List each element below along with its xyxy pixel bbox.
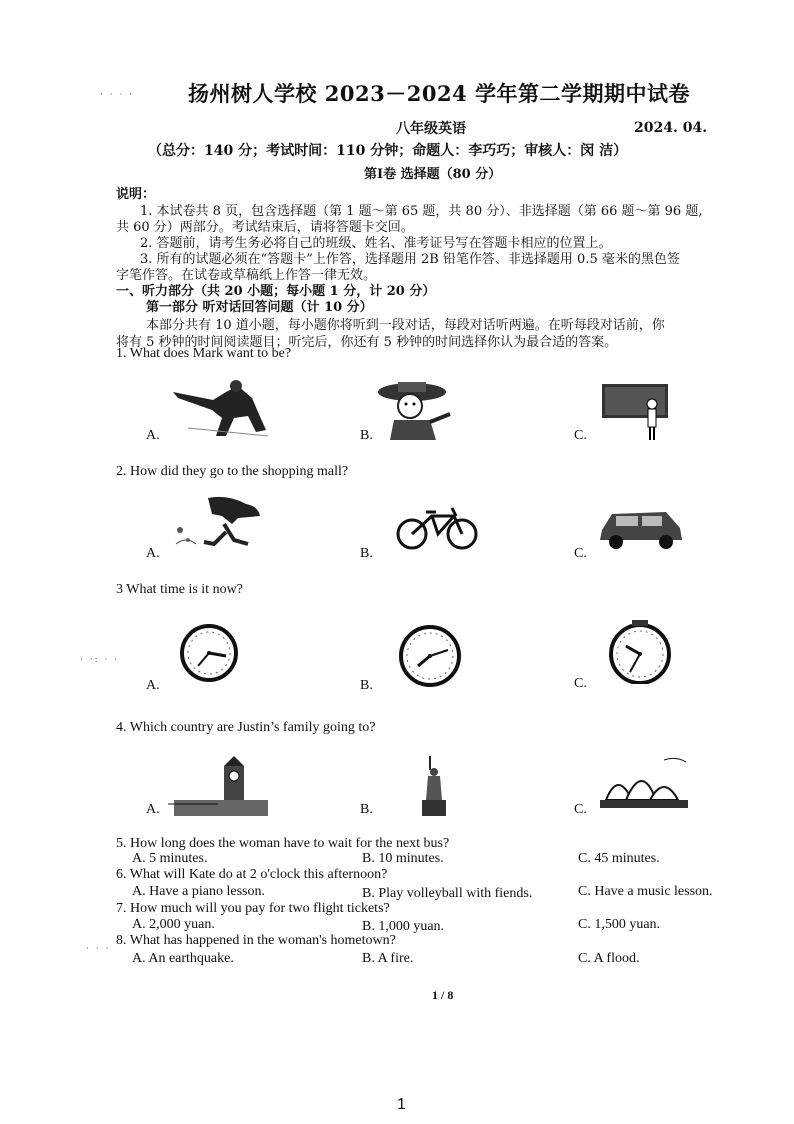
question-5: 5. How long does the woman have to wait for the next bus? xyxy=(116,836,450,851)
question-3: 3 What time is it now? xyxy=(116,582,243,597)
instructions-heading: 说明： xyxy=(116,187,156,202)
q5-option-a: A. 5 minutes. xyxy=(132,851,208,866)
q1-option-c: C. xyxy=(574,428,587,443)
q7-option-b: B. 1,000 yuan. xyxy=(362,919,445,934)
exam-title: 扬州树人学校 2023－2024 学年第二学期期中试卷 xyxy=(188,81,691,106)
instruction-3a: 3. 所有的试题必须在“答题卡”上作答，选择题用 2B 铅笔作答、非选择题用 0.5 毫米的黑色签 xyxy=(140,252,680,267)
q1-option-b: B. xyxy=(360,428,373,443)
q2-option-c: C. xyxy=(574,546,587,561)
q6-option-a: A. Have a piano lesson. xyxy=(132,884,265,899)
statue-of-liberty-icon xyxy=(410,752,460,818)
big-ben-icon xyxy=(168,756,268,818)
q2-option-b: B. xyxy=(360,546,373,561)
exam-info: （总分：140 分；考试时间：110 分钟；命题人：李巧巧；审核人：闵 洁） xyxy=(148,143,628,159)
clock-c-icon xyxy=(600,618,680,684)
subject-label: 八年级英语 xyxy=(396,121,466,137)
q3-option-c: C. xyxy=(574,676,587,691)
exam-date: 2024. 04. xyxy=(634,120,708,136)
q4-option-b: B. xyxy=(360,802,373,817)
q8-option-c: C. A flood. xyxy=(578,951,640,966)
teacher-blackboard-icon xyxy=(600,382,680,442)
q6-option-b: B. Play volleyball with fiends. xyxy=(362,886,533,901)
question-7: 7. How much will you pay for two flight tickets? xyxy=(116,901,390,916)
clock-b-icon xyxy=(390,624,470,688)
q2-option-a: A. xyxy=(146,546,160,561)
question-6: 6. What will Kate do at 2 o'clock this afternoon? xyxy=(116,867,388,882)
q5-option-b: B. 10 minutes. xyxy=(362,851,444,866)
part1-desc-1: 本部分共有 10 道小题，每小题你将听到一段对话，每段对话听两遍。在听每段对话前，你 xyxy=(146,318,665,333)
instruction-1b: 共 60 分）两部分。考试结束后，请将答题卡交回。 xyxy=(116,220,414,235)
q6-option-c: C. Have a music lesson. xyxy=(578,884,713,899)
car-icon xyxy=(596,502,686,552)
q7-option-a: A. 2,000 yuan. xyxy=(132,917,215,932)
q8-option-b: B. A fire. xyxy=(362,951,414,966)
police-officer-icon xyxy=(376,378,454,444)
opera-house-icon xyxy=(596,756,692,814)
footer-page-number: 1 xyxy=(397,1096,406,1113)
q1-option-a: A. xyxy=(146,428,160,443)
scan-noise: · · · · xyxy=(100,90,135,100)
question-1: 1. What does Mark want to be? xyxy=(116,346,292,361)
question-8: 8. What has happened in the woman's hometown? xyxy=(116,933,396,948)
clock-a-icon xyxy=(174,620,244,682)
instruction-1a: 1. 本试卷共 8 页，包含选择题（第 1 题～第 65 题，共 80 分）、非选择题（第 66 题～第 96 题, xyxy=(140,204,703,219)
q5-option-c: C. 45 minutes. xyxy=(578,851,660,866)
scan-noise: · ·: · · xyxy=(80,655,120,665)
part1-desc-2: 将有 5 秒钟的时间阅读题目；听完后，你还有 5 秒钟的时间选择你认为最合适的答案。 xyxy=(116,335,618,350)
question-4: 4. Which country are Justin’s family going to? xyxy=(116,720,376,735)
walking-icon xyxy=(168,494,268,554)
scan-noise: · · · xyxy=(86,944,111,954)
section-title: 第Ⅰ卷 选择题（80 分） xyxy=(364,167,502,182)
q4-option-c: C. xyxy=(574,802,587,817)
part1-heading: 一、听力部分（共 20 小题；每小题 1 分，计 20 分） xyxy=(116,284,436,299)
instruction-2: 2. 答题前，请考生务必将自己的班级、姓名、准考证号写在答题卡相应的位置上。 xyxy=(140,236,612,251)
question-2: 2. How did they go to the shopping mall? xyxy=(116,464,349,479)
q7-option-c: C. 1,500 yuan. xyxy=(578,917,661,932)
q8-option-a: A. An earthquake. xyxy=(132,951,234,966)
part1-subheading: 第一部分 听对话回答问题（计 10 分） xyxy=(146,300,373,315)
q4-option-a: A. xyxy=(146,802,160,817)
q3-option-a: A. xyxy=(146,678,160,693)
instruction-3b: 字笔作答。在试卷或草稿纸上作答一律无效。 xyxy=(116,268,377,283)
bike-icon xyxy=(394,504,480,550)
martial-artist-icon xyxy=(168,378,278,440)
q3-option-b: B. xyxy=(360,678,373,693)
page-number: 1 / 8 xyxy=(432,988,454,1002)
